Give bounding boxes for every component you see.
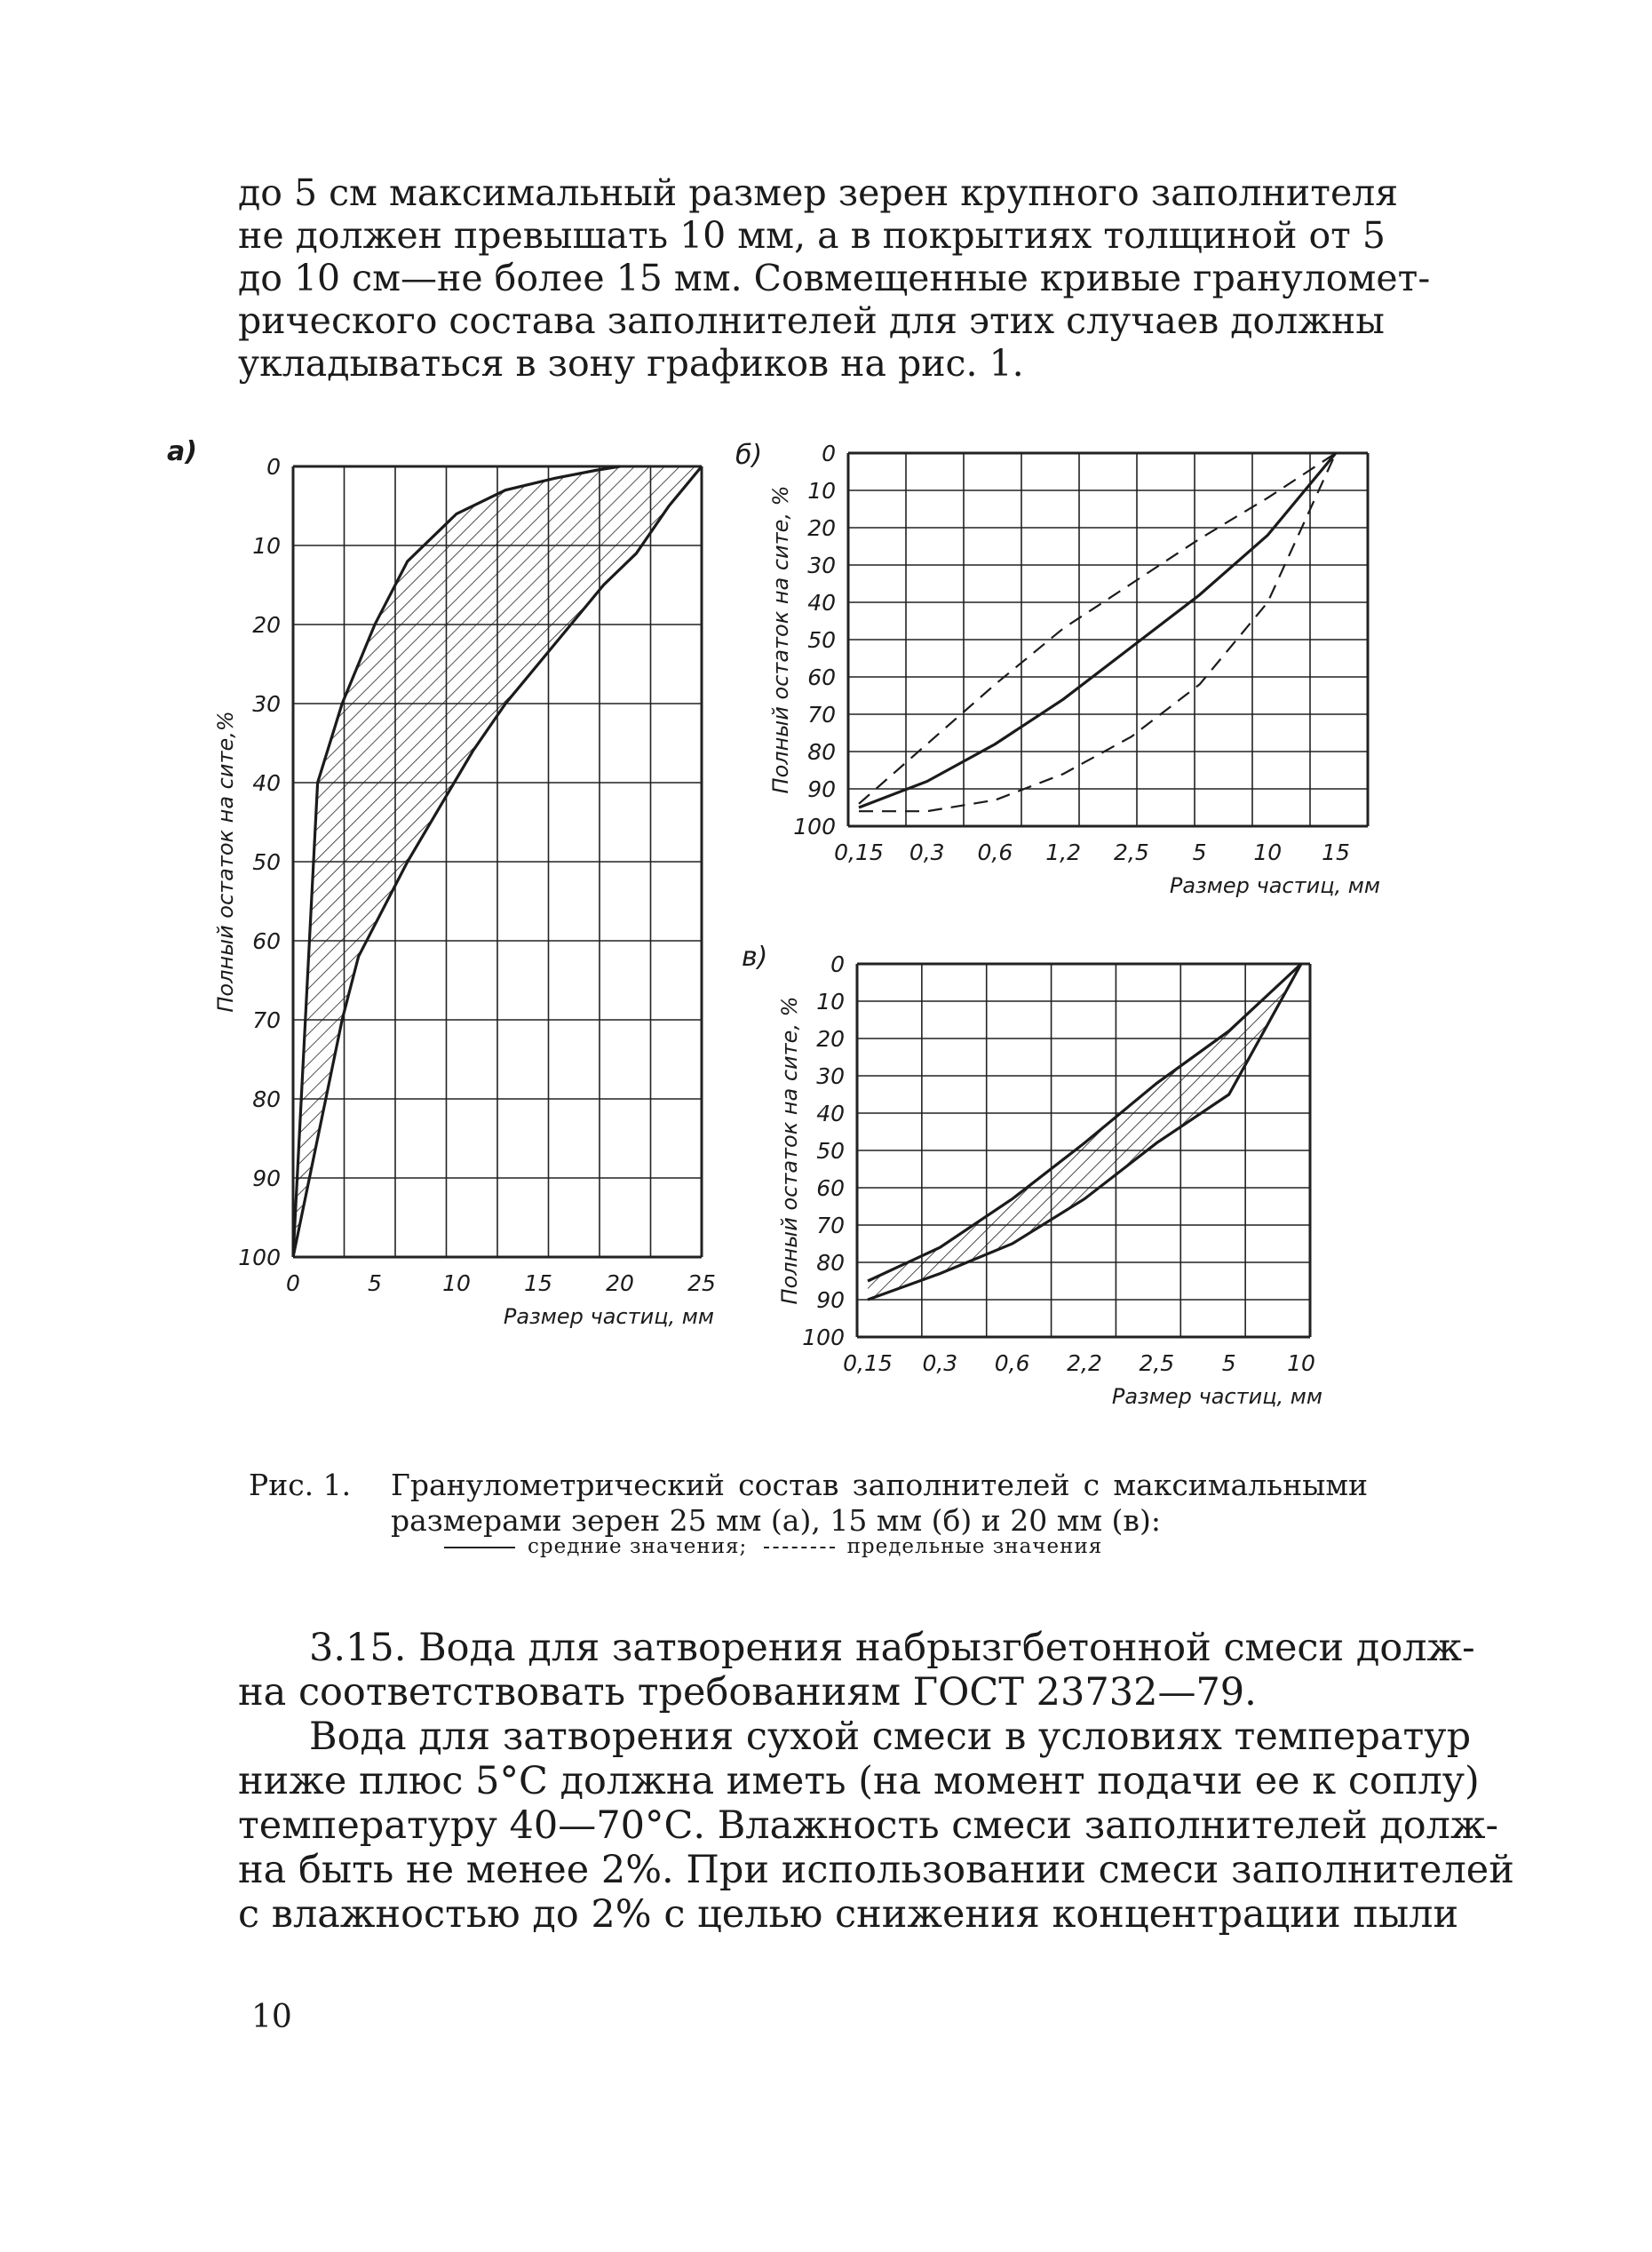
y-tick-label: 0	[830, 951, 845, 977]
text-line: укладываться в зону графиков на рис. 1.	[238, 342, 1024, 385]
x-tick-label: 5	[368, 1270, 382, 1296]
panel-label: б)	[735, 440, 763, 471]
y-tick-label: 90	[807, 776, 836, 802]
y-tick-label: 40	[807, 590, 836, 616]
y-tick-label: 0	[822, 441, 836, 466]
y-tick-label: 40	[816, 1101, 845, 1126]
y-tick-label: 90	[816, 1287, 845, 1313]
x-tick-label: 5	[1192, 840, 1207, 865]
y-tick-label: 60	[807, 664, 836, 690]
x-tick-label: 25	[687, 1270, 716, 1296]
caption-label: Рис. 1.	[249, 1468, 352, 1502]
y-tick-label: 100	[238, 1245, 281, 1270]
y-tick-label: 70	[816, 1213, 845, 1238]
x-tick-label: 10	[1287, 1350, 1315, 1376]
y-tick-label: 30	[252, 691, 281, 717]
boundary-curve	[868, 964, 1301, 1281]
text-line: Вода для затворения сухой смеси в условиях температур	[309, 1715, 1472, 1759]
boundary-curve	[859, 453, 1336, 808]
y-tick-label: 70	[252, 1007, 281, 1033]
y-tick-label: 30	[807, 553, 836, 578]
figure-caption	[249, 1468, 1368, 1539]
y-axis-label: Полный остаток на сите, %	[768, 485, 793, 794]
chart-v	[742, 942, 1322, 1409]
y-tick-label: 10	[816, 989, 845, 1015]
x-tick-label: 2,2	[1067, 1350, 1102, 1376]
x-tick-label: 0,6	[994, 1350, 1030, 1376]
x-tick-label: 0,15	[834, 840, 884, 865]
text-line: 3.15. Вода для затворения набрызгбетонной смеси долж-	[309, 1626, 1475, 1670]
chart-a	[167, 436, 716, 1329]
paragraph-bottom	[238, 1626, 1514, 1937]
caption-line: Гранулометрический состав заполнителей с максимальными	[391, 1468, 1368, 1502]
x-tick-label: 0,15	[843, 1350, 893, 1376]
text-line: до 10 см—не более 15 мм. Совмещенные кривые грануломет-	[238, 257, 1431, 299]
x-tick-label: 2,5	[1113, 840, 1149, 865]
text-line: рического состава заполнителей для этих случаев должны	[238, 299, 1385, 342]
y-tick-label: 60	[252, 928, 281, 954]
x-axis-label: Размер частиц, мм	[1169, 873, 1380, 898]
x-tick-label: 20	[606, 1270, 634, 1296]
y-tick-label: 100	[802, 1325, 845, 1350]
y-tick-label: 90	[252, 1166, 281, 1191]
text-line: с влажностью до 2% с целью снижения концентрации пыли	[238, 1892, 1459, 1937]
y-tick-label: 30	[816, 1063, 845, 1089]
x-axis-label: Размер частиц, мм	[503, 1304, 714, 1329]
x-tick-label: 0,3	[922, 1350, 958, 1376]
caption-line: размерами зерен 25 мм (а), 15 мм (б) и 20 мм (в):	[391, 1503, 1161, 1538]
y-tick-label: 20	[252, 612, 281, 638]
y-tick-label: 80	[816, 1250, 845, 1276]
text-line: не должен превышать 10 мм, а в покрытиях толщиной от 5	[238, 214, 1386, 257]
x-tick-label: 10	[442, 1270, 471, 1296]
y-tick-label: 10	[252, 533, 281, 559]
y-tick-label: 50	[807, 627, 836, 653]
text-line: температуру 40—70°С. Влажность смеси заполнителей долж-	[238, 1803, 1499, 1848]
x-tick-label: 1,2	[1045, 840, 1082, 865]
y-tick-label: 100	[793, 814, 836, 840]
x-tick-label: 2,5	[1139, 1350, 1175, 1376]
y-tick-label: 80	[807, 739, 836, 765]
x-tick-label: 0	[286, 1270, 300, 1296]
x-tick-label: 5	[1221, 1350, 1236, 1376]
y-tick-label: 10	[807, 478, 836, 504]
panel-label: а)	[167, 436, 197, 467]
text-line: на соответствовать требованиям ГОСТ 23732—79.	[238, 1670, 1257, 1715]
page-number: 10	[251, 1999, 292, 2035]
figure-legend	[444, 1535, 1102, 1558]
y-axis-label: Полный остаток на сите, %	[777, 996, 802, 1305]
y-tick-label: 50	[252, 849, 281, 875]
y-tick-label: 20	[807, 515, 836, 541]
legend-dashed-swatch	[764, 1547, 835, 1548]
text-line: на быть не менее 2%. При использовании смеси заполнителей	[238, 1848, 1514, 1892]
x-axis-label: Размер частиц, мм	[1111, 1384, 1322, 1409]
x-tick-label: 15	[1322, 840, 1350, 865]
y-tick-label: 20	[816, 1026, 845, 1052]
x-tick-label: 15	[524, 1270, 552, 1296]
y-axis-label: Полный остаток на сите,%	[213, 711, 238, 1013]
x-tick-label: 10	[1253, 840, 1283, 865]
panel-label: в)	[742, 942, 768, 973]
y-tick-label: 70	[807, 702, 836, 728]
legend-solid-swatch	[444, 1547, 515, 1548]
text-line: до 5 см максимальный размер зерен крупного заполнителя	[238, 171, 1399, 214]
legend-dashed-label: предельные значения	[846, 1535, 1103, 1558]
limit-curve	[859, 453, 1336, 811]
y-tick-label: 0	[266, 454, 281, 480]
chart-b	[735, 440, 1380, 898]
y-tick-label: 40	[252, 770, 281, 796]
x-tick-label: 0,6	[977, 840, 1013, 865]
y-tick-label: 80	[252, 1086, 281, 1112]
text-line: ниже плюс 5°С должна иметь (на момент подачи ее к соплу)	[238, 1759, 1480, 1803]
y-tick-label: 60	[816, 1175, 845, 1201]
x-tick-label: 0,3	[909, 840, 945, 865]
y-tick-label: 50	[816, 1138, 845, 1164]
legend-solid-label: средние значения;	[528, 1535, 748, 1558]
